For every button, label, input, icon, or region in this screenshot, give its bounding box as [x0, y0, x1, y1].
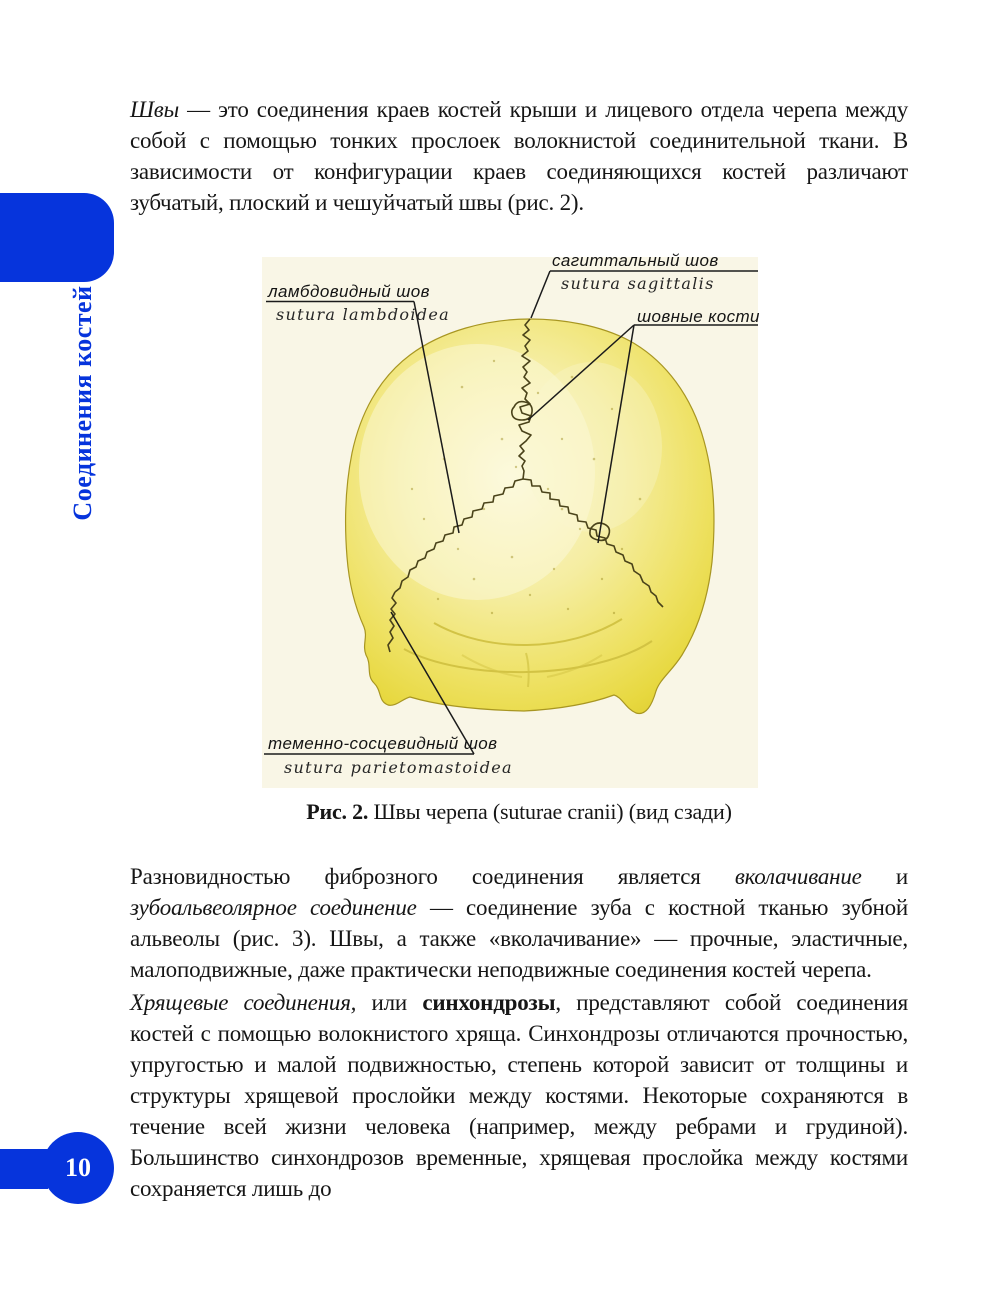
paragraph-fibrous-joints: Разновидностью фиброзного соединения является вколачивание и зубоальвеолярное соединение — соединение зуба с костной тканью зубной альвеолы (рис. 3). Швы, а также «вколачивание» — прочные, эластичные, малоподвижные, даже практически неподвижные соединения костей черепа. — [130, 864, 908, 982]
leader-sagittal — [531, 271, 550, 318]
label-parietomastoid-suture-latin: sutura parietomastoidea — [284, 758, 513, 777]
skull-illustration — [262, 257, 758, 788]
paragraph-sutures: Швы — это соединения краев костей крыши и лицевого отдела черепа между собой с помощью тонких прослоек волокнистой соединительной ткани. В зависимости от конфигурации краев соединяющихся костей различают зубчатый, плоский и чешуйчатый швы (рис. 2). — [130, 97, 908, 215]
label-lambdoid-suture-latin: sutura lambdoidea — [276, 305, 450, 324]
label-sagittal-suture-latin: sutura sagittalis — [561, 274, 715, 293]
page-number-stub — [0, 1149, 48, 1189]
page-number-badge — [42, 1132, 114, 1204]
figure-skull — [262, 251, 760, 788]
figure-caption: Рис. 2. Швы черепа (suturae cranii) (вид сзади) — [306, 799, 732, 824]
chapter-tab — [0, 193, 114, 282]
page-number: 10 — [65, 1153, 91, 1182]
label-parietomastoid-suture-ru: теменно-сосцевидный шов — [268, 734, 498, 753]
chapter-sidebar-label: Соединения костей — [68, 285, 97, 521]
paragraph-cartilaginous-joints: Хрящевые соединения, или синхондрозы, представляют собой соединения костей с помощью волокнистого хряща. Синхондрозы отличаются прочностью, упругостью и малой подвижностью, степень которой зависит от толщины и структуры хрящевой прослойки между костями. Некоторые сохраняются в течение всей жизни человека (например, между ребрами и грудиной). Большинство синхондрозов временные, хрящевая прослойка между костями сохраняется лишь до — [130, 990, 908, 1201]
label-sutural-bones-ru: шовные кости — [637, 307, 760, 326]
label-sagittal-suture-ru: сагиттальный шов — [552, 251, 719, 270]
label-lambdoid-suture-ru: ламбдовидный шов — [268, 282, 430, 301]
